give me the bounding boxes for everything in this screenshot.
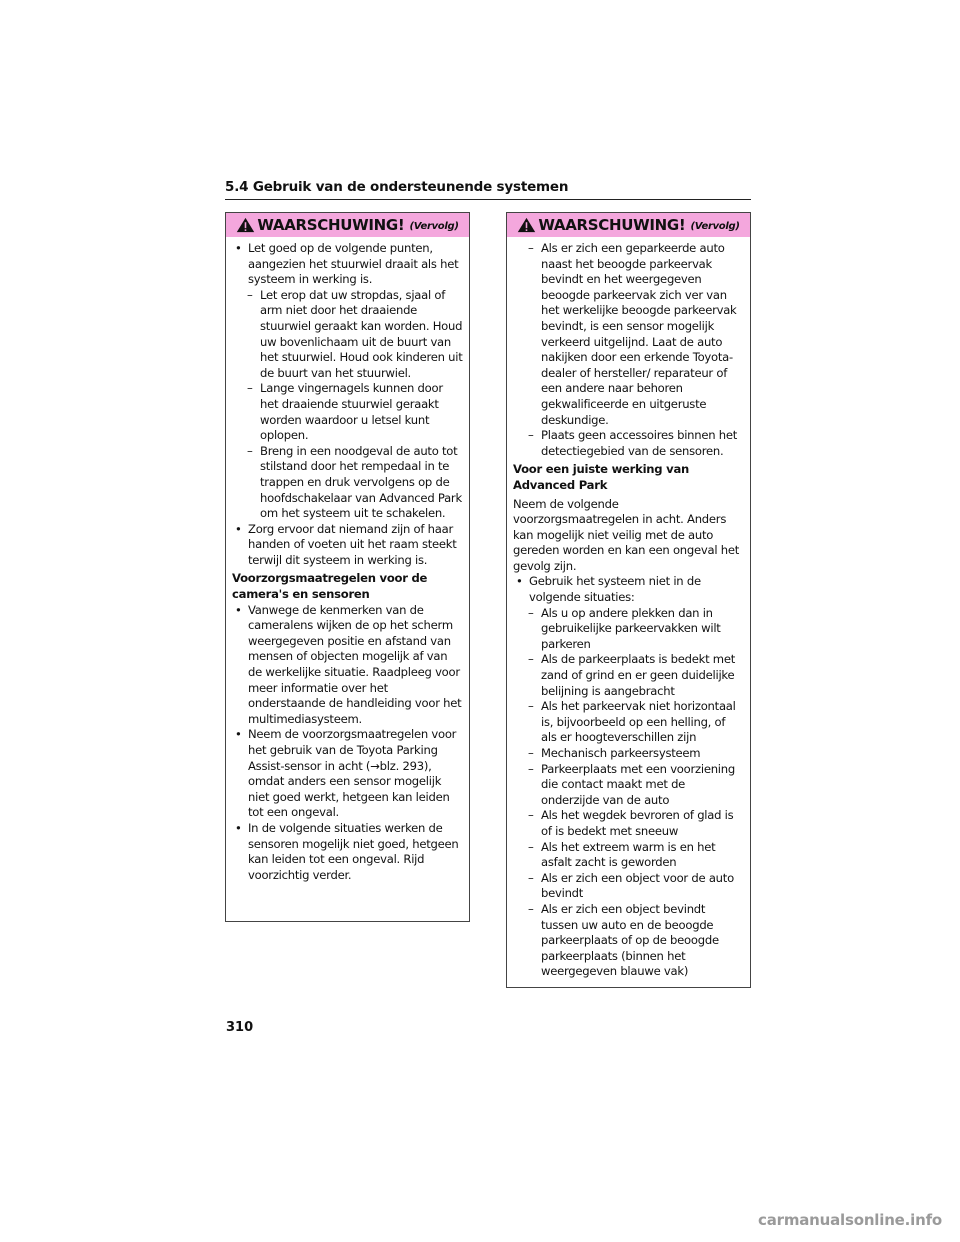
warning-title: WAARSCHUWING! [538, 216, 686, 234]
watermark: carmanualsonline.info [758, 1211, 942, 1229]
list-item: • Vanwege de kenmerken van de cameralens wijken de op het scherm weergegeven positie en afstand van mensen of objecten mogelijk af van de werkelijke situatie. Raadpleeg voor meer informatie over het onderstaande de handleiding voor het multimediasysteem. [232, 603, 463, 728]
list-item: – Lange vingernagels kunnen door het draaiende stuurwiel geraakt worden waardoor u letsel kunt oplopen. [232, 381, 463, 443]
warning-body-right [507, 237, 750, 980]
paragraph: Neem de volgende voorzorgsmaatregelen in acht. Anders kan mogelijk niet veilig met de auto gereden worden en kan een ongeval het gevolg zijn. [513, 496, 740, 573]
list-item: – Als u op andere plekken dan in gebruikelijke parkeervakken wilt parkeren [513, 606, 744, 653]
warning-triangle-icon [517, 217, 536, 233]
list-item: • Let goed op de volgende punten, aangezien het stuurwiel draait als het systeem in werking is. [232, 241, 463, 288]
list-item: • Zorg ervoor dat niemand zijn of haar handen of voeten uit het raam steekt terwijl dit systeem in werking is. [232, 522, 463, 569]
list-item: • Gebruik het systeem niet in de volgende situaties: [513, 574, 744, 605]
list-item: – Breng in een noodgeval de auto tot stilstand door het rempedaal in te trappen en druk vervolgens op de hoofdschakelaar van Advanced Park om het systeem uit te schakelen. [232, 444, 463, 522]
subheading: Voor een juiste werking van Advanced Park [513, 462, 690, 492]
section-divider [225, 199, 751, 200]
warning-header [507, 213, 750, 237]
list-item: – Als er zich een object bevindt tussen uw auto en de beoogde parkeerplaats of op de beoogde parkeerplaats (binnen het weergegeven blauwe vak) [513, 902, 744, 980]
list-item: – Parkeerplaats met een voorziening die contact maakt met de onderzijde van de auto [513, 762, 744, 809]
list-item: • Neem de voorzorgsmaatregelen voor het gebruik van de Toyota Parking Assist-sensor in acht (→blz. 293), omdat anders een sensor mogelijk niet goed werkt, hetgeen kan leiden tot een ongeval. [232, 727, 463, 821]
warning-header [226, 213, 469, 237]
warning-box-left [225, 212, 470, 922]
warning-continued: (Vervolg) [690, 221, 740, 232]
list-item: • In de volgende situaties werken de sensoren mogelijk niet goed, hetgeen kan leiden tot een ongeval. Rijd voorzichtig verder. [232, 821, 463, 883]
page-number: 310 [226, 1020, 254, 1035]
list-item: – Plaats geen accessoires binnen het detectiegebied van de sensoren. [513, 428, 744, 459]
list-item: – Als het wegdek bevroren of glad is of is bedekt met sneeuw [513, 808, 744, 839]
list-item: – Als het extreem warm is en het asfalt zacht is geworden [513, 840, 744, 871]
list-item: – Let erop dat uw stropdas, sjaal of arm niet door het draaiende stuurwiel geraakt kan worden. Houd uw bovenlichaam uit de buurt van het stuurwiel. Houd ook kinderen uit de buurt van het stuurwiel. [232, 288, 463, 382]
list-item: – Als er zich een geparkeerde auto naast het beoogde parkeervak bevindt en het weergegeven beoogde parkeervak zich ver van het werkelijke beoogde parkeervak bevindt, is een sensor mogelijk verkeerd uitgelijnd. Laat de auto nakijken door een erkende Toyota-dealer of hersteller/ reparateur of een andere naar behoren gekwalificeerde en uitgeruste deskundige. [513, 241, 744, 428]
list-item: – Als het parkeervak niet horizontaal is, bijvoorbeeld op een helling, of als er hoogteverschillen zijn [513, 699, 744, 746]
list-item: – Mechanisch parkeersysteem [513, 746, 744, 762]
section-title: 5.4 Gebruik van de ondersteunende systemen [225, 179, 569, 195]
warning-triangle-icon [236, 217, 255, 233]
warning-title: WAARSCHUWING! [257, 216, 405, 234]
warning-box-right [506, 212, 751, 988]
warning-body-left [226, 237, 469, 883]
list-item: – Als de parkeerplaats is bedekt met zand of grind en er geen duidelijke belijning is aangebracht [513, 652, 744, 699]
warning-continued: (Vervolg) [409, 221, 459, 232]
list-item: – Als er zich een object voor de auto bevindt [513, 871, 744, 902]
subheading: Voorzorgsmaatregelen voor de camera's en sensoren [232, 571, 428, 602]
